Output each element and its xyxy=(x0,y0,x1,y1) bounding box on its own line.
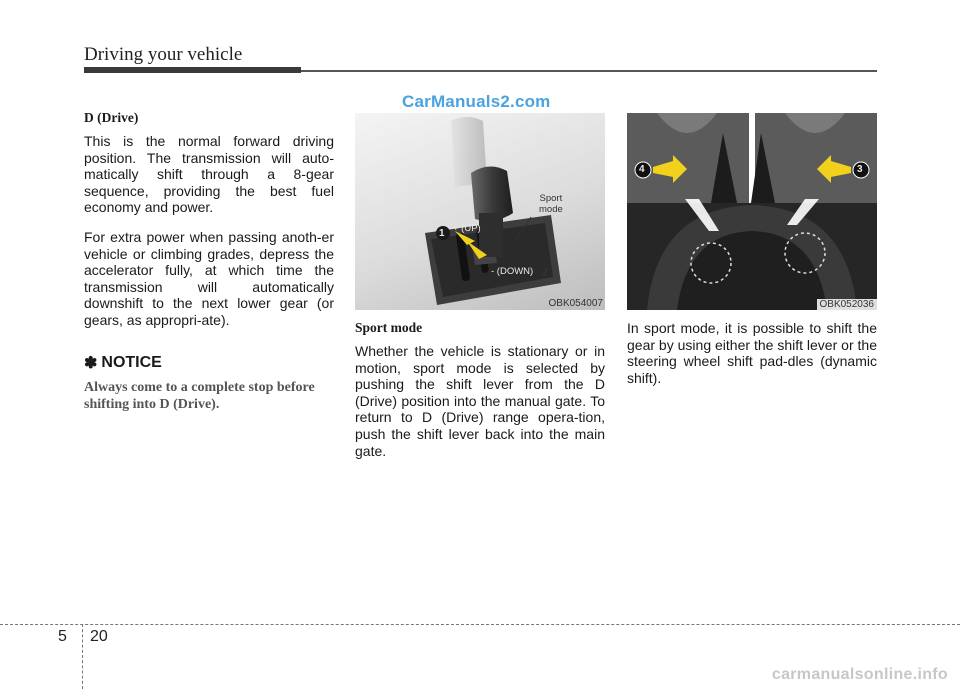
steering-wheel-illustration xyxy=(627,113,877,310)
site-watermark: carmanualsonline.info xyxy=(771,666,948,683)
figure-code: OBK052036 xyxy=(817,299,878,310)
drive-paragraph-2: For extra power when passing anoth-er vehicle or climbing grades, depress the accelerator fully, at which time the transmission will automatically downshift to the next lower gear (or gears, as appropri-ate). xyxy=(84,228,334,328)
footer-vertical-divider xyxy=(82,624,83,689)
marker-3: 3 xyxy=(857,164,863,175)
notice-star-icon: ✽ xyxy=(84,354,98,372)
drive-paragraph-1: This is the normal forward driving position. The transmission will auto-matically shift through a 8-gear sequence, providing the best fuel economy and power. xyxy=(84,133,334,216)
up-label: + (UP) xyxy=(453,223,481,234)
section-heading-drive: D (Drive) xyxy=(84,110,139,125)
marker-2: 2 xyxy=(542,267,549,279)
column-middle xyxy=(355,113,605,472)
page-header-title: Driving your vehicle xyxy=(84,44,243,65)
notice-text: Always come to a complete stop before shifting into D (Drive). xyxy=(84,379,315,412)
chapter-number: 5 xyxy=(58,628,67,645)
watermark-text: CarManuals2.com xyxy=(402,92,551,111)
steering-paddles-figure xyxy=(627,113,877,310)
marker-1: 1 xyxy=(439,228,445,239)
notice-heading xyxy=(84,353,334,373)
sport-mode-label: Sport mode xyxy=(539,193,563,215)
header-rule xyxy=(301,70,877,72)
notice-label: NOTICE xyxy=(101,353,162,371)
sport-mode-paragraph: Whether the vehicle is stationary or in motion, sport mode is selected by pushing the shift lever from the D (Drive) position into the manual gate. To return to D (Drive) range opera-tion, push the shift lever back into the main gate. xyxy=(355,343,605,459)
section-heading-sport-mode: Sport mode xyxy=(355,320,423,335)
header-bar xyxy=(84,67,301,73)
column-right xyxy=(627,113,877,399)
marker-4: 4 xyxy=(639,164,645,175)
page-number: 20 xyxy=(90,628,108,645)
figure-code: OBK054007 xyxy=(548,298,603,309)
shift-lever-illustration xyxy=(355,113,605,310)
down-label: - (DOWN) xyxy=(491,266,534,277)
column-left xyxy=(84,110,334,413)
footer-divider xyxy=(0,624,960,625)
shift-lever-figure xyxy=(355,113,605,310)
dynamic-shift-paragraph: In sport mode, it is possible to shift the gear by using either the shift lever or the steering wheel shift pad-dles (dynamic shift). xyxy=(627,320,877,386)
